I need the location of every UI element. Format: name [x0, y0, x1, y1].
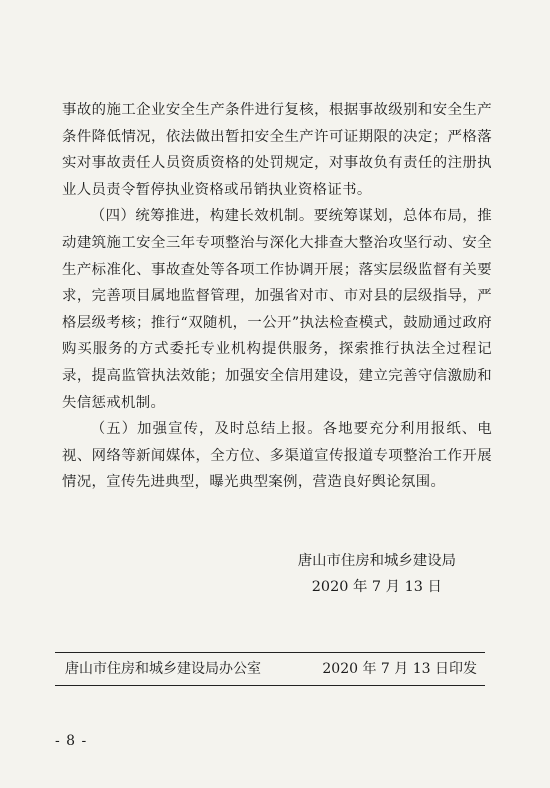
- page-number: - 8 -: [55, 733, 88, 749]
- signature-date: 2020 年 7 月 13 日: [311, 579, 442, 595]
- footer-issuer: 唐山市住房和城乡建设局办公室: [65, 661, 261, 677]
- footer-bottom-rule: [55, 685, 485, 686]
- issuance-footer: [55, 652, 485, 686]
- signature-organization: 唐山市住房和城乡建设局: [297, 553, 456, 569]
- signature-block: [298, 548, 456, 600]
- footer-issue-date: 2020 年 7 月 13 日印发: [322, 661, 477, 677]
- paragraph-section-five: （五）加强宣传，及时总结上报。各地要充分利用报纸、电视、网络等新闻媒体，全方位、多渠道宣传报道专项整治工作开展情况，宣传先进典型，曝光典型案例，营造良好舆论氛围。: [62, 421, 492, 491]
- body-text: [62, 97, 492, 496]
- paragraph-continuation: 事故的施工企业安全生产条件进行复核，根据事故级别和安全生产条件降低情况，依法做出暂扣安全生产许可证期限的决定；严格落实对事故责任人员资质资格的处罚规定，对事故负有责任的注册执业人员责令暂停执业资格或吊销执业资格证书。: [62, 102, 492, 198]
- footer-row: [55, 653, 485, 685]
- paragraph-section-four: （四）统筹推进，构建长效机制。要统筹谋划，总体布局，推动建筑施工安全三年专项整治与深化大排查大整治攻坚行动、安全生产标准化、事故查处等各项工作协调开展；落实层级监督有关要求，完善项目属地监督管理，加强省对市、市对县的层级指导，严格层级考核；推行“双随机，一公开”执法检查模式，鼓励通过政府购买服务的方式委托专业机构提供服务，探索推行执法全过程记录，提高监管执法效能；加强安全信用建设，建立完善守信激励和失信惩戒机制。: [62, 208, 492, 411]
